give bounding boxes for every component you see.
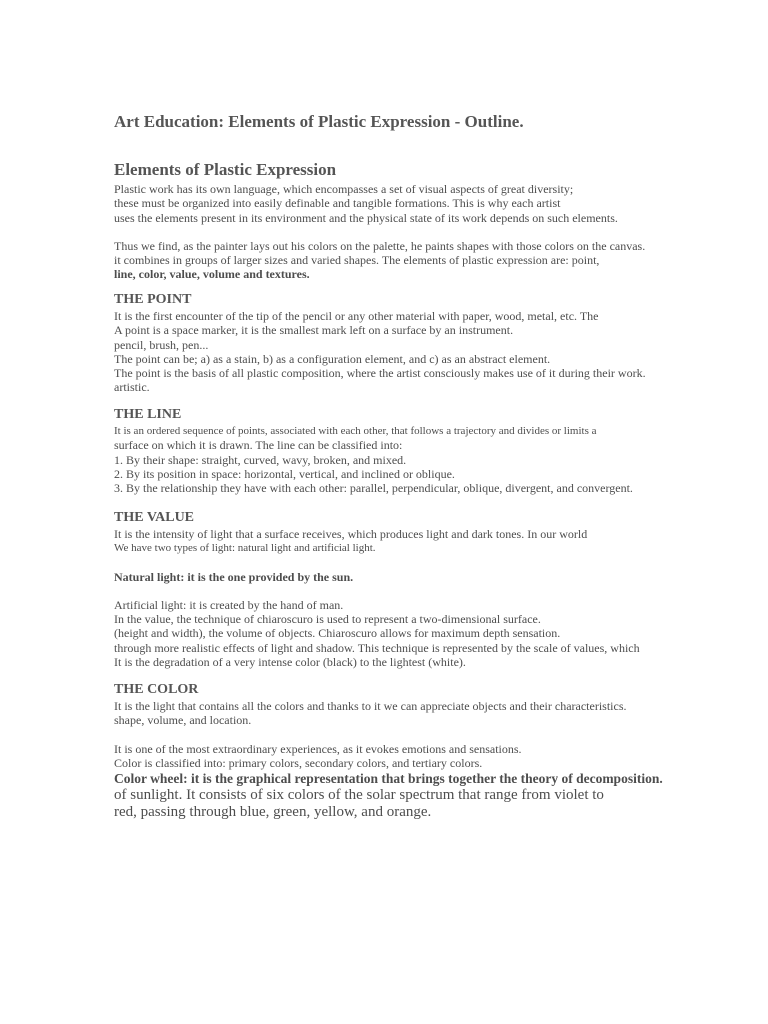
text-line: 2. By its position in space: horizontal, vertical, and inclined or oblique.: [114, 466, 455, 481]
text-line: It is an ordered sequence of points, associated with each other, that follows a trajectory and divides or limits a: [114, 425, 597, 437]
text-line: It is one of the most extraordinary experiences, as it evokes emotions and sensations.: [114, 741, 522, 756]
text-line: The point can be; a) as a stain, b) as a configuration element, and c) as an abstract element.: [114, 351, 551, 366]
color-heading: THE COLOR: [114, 682, 199, 697]
text-line: 1. By their shape: straight, curved, wavy, broken, and mixed.: [114, 452, 407, 467]
text-line: Natural light: it is the one provided by the sun.: [114, 569, 354, 584]
text-line: In the value, the technique of chiaroscuro is used to represent a two-dimensional surface.: [114, 612, 541, 627]
text-line: uses the elements present in its environment and the physical state of its work depends on such elements.: [114, 210, 618, 225]
text-line: surface on which it is drawn. The line can be classified into:: [114, 438, 403, 453]
document-title: Art Education: Elements of Plastic Expression - Outline.: [114, 112, 524, 131]
text-line: It is the first encounter of the tip of the pencil or any other material with paper, wood, metal, etc. The: [114, 309, 599, 323]
text-line: shape, volume, and location.: [114, 713, 252, 728]
text-line: (height and width), the volume of objects. Chiaroscuro allows for maximum depth sensation.: [114, 626, 561, 641]
text-line: red, passing through blue, green, yellow, and orange.: [114, 804, 432, 821]
text-line: Color wheel: it is the graphical representation that brings together the theory of decomposition.: [114, 771, 663, 787]
text-line: of sunlight. It consists of six colors of the solar spectrum that range from violet to: [114, 787, 604, 804]
text-line: Plastic work has its own language, which encompasses a set of visual aspects of great diversity;: [114, 182, 574, 196]
value-heading: THE VALUE: [114, 510, 195, 525]
text-line: It is the light that contains all the colors and thanks to it we can appreciate objects and their characteristics.: [114, 699, 627, 713]
section-intro: [114, 160, 674, 282]
text-line: it combines in groups of larger sizes and varied shapes. The elements of plastic expression are: point,: [114, 253, 600, 268]
text-line: Color is classified into: primary colors, secondary colors, and tertiary colors.: [114, 755, 483, 770]
text-line: The point is the basis of all plastic composition, where the artist consciously makes use of it during their work.: [114, 366, 646, 381]
section-line: [114, 406, 674, 495]
text-line: artistic.: [114, 380, 150, 395]
section-color: [114, 681, 674, 821]
text-line: It is the degradation of a very intense color (black) to the lightest (white).: [114, 655, 466, 670]
text-line: line, color, value, volume and textures.: [114, 267, 310, 282]
section-point: [114, 291, 674, 395]
line-heading: THE LINE: [114, 407, 182, 422]
text-line: It is the intensity of light that a surface receives, which produces light and dark tones. In our world: [114, 527, 588, 541]
text-line: 3. By the relationship they have with each other: parallel, perpendicular, oblique, divergent, and convergent.: [114, 481, 633, 496]
text-line: Artificial light: it is created by the hand of man.: [114, 597, 344, 612]
text-line: A point is a space marker, it is the smallest mark left on a surface by an instrument.: [114, 323, 514, 338]
intro-heading: Elements of Plastic Expression: [114, 160, 337, 179]
text-line: Thus we find, as the painter lays out his colors on the palette, he paints shapes with those colors on the canvas.: [114, 238, 646, 253]
text-line: these must be organized into easily definable and tangible formations. This is why each artist: [114, 196, 561, 211]
section-value: [114, 509, 674, 669]
text-line: through more realistic effects of light and shadow. This technique is represented by the scale of values, which: [114, 640, 640, 655]
text-line: pencil, brush, pen...: [114, 337, 209, 352]
text-line: We have two types of light: natural light and artificial light.: [114, 542, 376, 555]
point-heading: THE POINT: [114, 292, 192, 307]
